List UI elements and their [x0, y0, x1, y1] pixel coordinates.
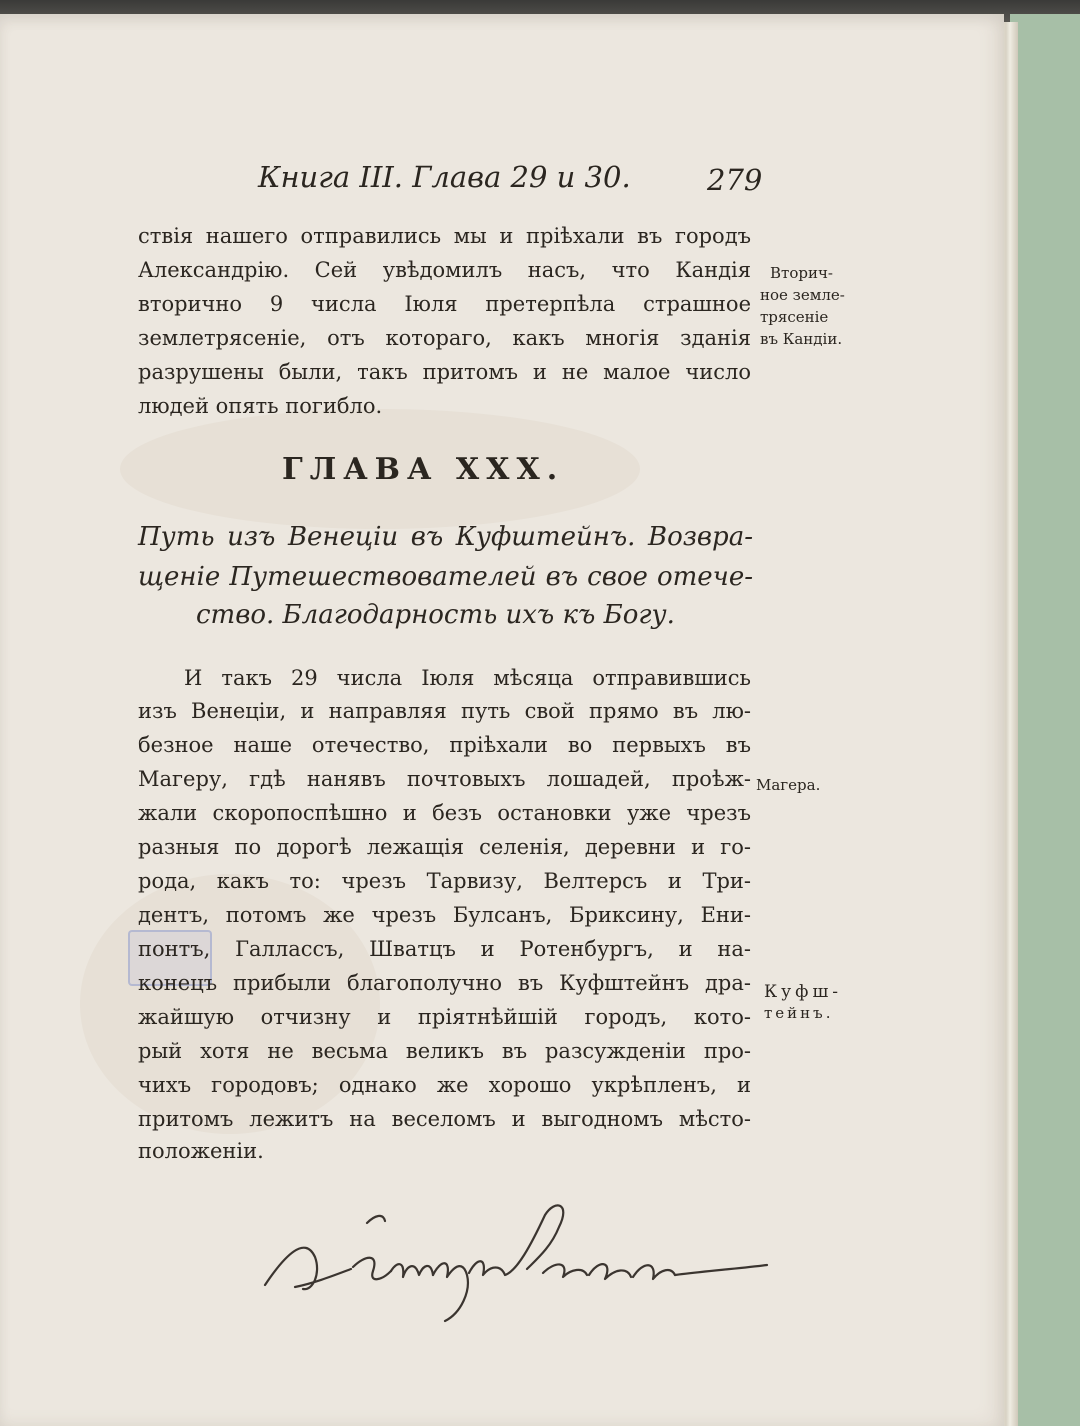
text-line: рода, какъ то: чрезъ Тарвизу, Велтерсъ и Три- — [138, 869, 751, 893]
text-line: вторично 9 числа Іюля претерпѣла страшное — [138, 292, 751, 316]
chapter-heading: ГЛАВА XXX. — [282, 452, 565, 487]
text-line: землетрясеніе, отъ котораго, какъ многія зданія — [138, 326, 751, 350]
text-line: понтъ, Галлассъ, Шватцъ и Ротенбургъ, и на- — [138, 937, 751, 961]
margin-note-line: тейнъ. — [764, 1004, 834, 1022]
text-line: жайшую отчизну и пріятнѣйшій городъ, кото- — [138, 1005, 751, 1029]
margin-note-line: Магера. — [756, 776, 821, 794]
text-line: Магеру, гдѣ нанявъ почтовыхъ лошадей, проѣж- — [138, 767, 751, 791]
text-line: рый хотя не весьма великъ въ разсужденіи про- — [138, 1039, 751, 1063]
text-line: конецъ прибыли благополучно въ Куфштейнъ дра- — [138, 971, 751, 995]
green-board — [1010, 14, 1080, 1426]
margin-note-line: Куфш- — [764, 982, 843, 1002]
chapter-summary-line: Путь изъ Венеціи въ Куфштейнъ. Возвра- — [138, 522, 753, 552]
page-number: 279 — [707, 163, 763, 197]
text-line: безное наше отечество, пріѣхали во первыхъ въ — [138, 733, 751, 757]
chapter-summary-line: щеніе Путешествователей въ свое отече- — [138, 562, 753, 592]
running-title: Книга III. Глава 29 и 30. — [258, 160, 631, 194]
text-line: чихъ городовъ; однако же хорошо укрѣпленъ, и — [138, 1073, 751, 1097]
margin-note-line: въ Кандіи. — [760, 330, 843, 348]
margin-note-line: ное земле- — [760, 286, 845, 304]
chapter-summary-line: ство. Благодарность ихъ къ Богу. — [196, 600, 675, 630]
text-line: ствія нашего отправились мы и пріѣхали въ городъ — [138, 224, 751, 248]
text-line: Александрію. Сей увѣдомилъ насъ, что Кандія — [138, 258, 751, 282]
text-line: И такъ 29 числа Іюля мѣсяца отправившись — [184, 666, 751, 690]
text-line: притомъ лежитъ на веселомъ и выгодномъ мѣсто- — [138, 1107, 751, 1131]
margin-note-line: трясеніе — [760, 308, 829, 326]
text-line: изъ Венеціи, и направляя путь свой прямо въ лю- — [138, 699, 751, 723]
text-line: людей опять погибло. — [138, 394, 383, 418]
handwritten-signature — [255, 1195, 775, 1330]
text-line: положеніи. — [138, 1139, 264, 1163]
text-line: разрушены были, такъ притомъ и не малое число — [138, 360, 751, 384]
text-line: разныя по дорогѣ лежащія селенія, деревни и го- — [138, 835, 751, 859]
text-line: дентъ, потомъ же чрезъ Булсанъ, Бриксину, Ени- — [138, 903, 751, 927]
margin-note-line: Вторич- — [770, 264, 833, 282]
text-line: жали скоропоспѣшно и безъ остановки уже чрезъ — [138, 801, 751, 825]
